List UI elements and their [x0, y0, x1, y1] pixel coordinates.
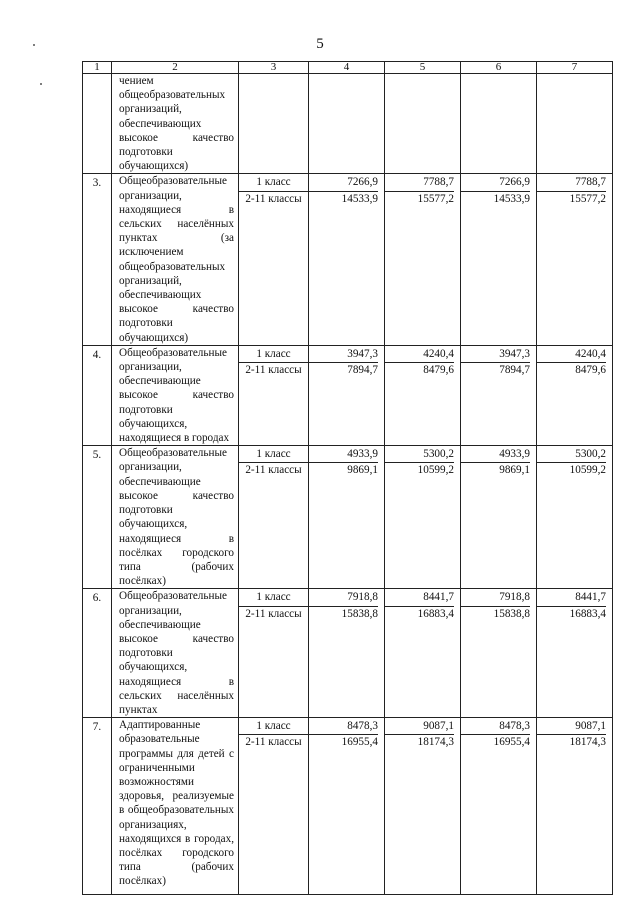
value-cell	[309, 718, 385, 895]
value-cell	[309, 74, 385, 174]
value: 15577,2	[537, 191, 606, 206]
row-number: 7.	[83, 718, 112, 895]
value: 15838,8	[461, 606, 530, 621]
header-cell: 4	[309, 62, 385, 74]
grade-label: 1 класс	[256, 591, 291, 604]
scan-speck	[33, 44, 35, 46]
grade-label: 1 класс	[256, 720, 291, 733]
table-row	[83, 345, 613, 445]
row-description: Общеобразовательные организации, обеспечивающие высокое качество подготовки обучающихся, находящиеся в посёлках городского типа (рабочих посёлках)	[112, 446, 239, 589]
value: 16883,4	[385, 606, 454, 621]
grade-label: 2-11 классы	[239, 606, 308, 621]
value-cell	[461, 718, 537, 895]
grade-cell	[239, 446, 309, 589]
header-cell: 1	[83, 62, 112, 74]
grade-cell	[239, 345, 309, 445]
value: 8479,6	[537, 362, 606, 377]
value-cell	[537, 446, 613, 589]
table-row	[83, 446, 613, 589]
value-cell	[461, 345, 537, 445]
value: 18174,3	[537, 734, 606, 749]
value: 9087,1	[575, 720, 606, 733]
value: 4933,9	[347, 448, 378, 461]
value-cell	[385, 74, 461, 174]
value-cell	[537, 74, 613, 174]
value: 9087,1	[423, 720, 454, 733]
value-cell	[537, 589, 613, 718]
value: 8478,3	[347, 720, 378, 733]
row-number: 6.	[83, 589, 112, 718]
table-row	[83, 718, 613, 895]
grade-cell	[239, 174, 309, 345]
value: 16883,4	[537, 606, 606, 621]
value: 5300,2	[423, 448, 454, 461]
value: 4240,4	[423, 347, 454, 360]
value-cell	[385, 589, 461, 718]
scan-speck	[40, 83, 42, 85]
header-cell: 7	[537, 62, 613, 74]
value: 5300,2	[575, 448, 606, 461]
value-cell	[461, 174, 537, 345]
value: 7266,9	[499, 176, 530, 189]
value: 9869,1	[309, 462, 378, 477]
value-cell	[385, 446, 461, 589]
table-row	[83, 174, 613, 345]
value-cell	[309, 345, 385, 445]
value-cell	[385, 718, 461, 895]
value: 8479,6	[385, 362, 454, 377]
value: 15838,8	[309, 606, 378, 621]
row-description: Общеобразовательные организации, обеспечивающие высокое качество подготовки обучающихся, находящиеся в сельских населённых пунктах	[112, 589, 239, 718]
value: 15577,2	[385, 191, 454, 206]
value: 7266,9	[347, 176, 378, 189]
row-number: 3.	[83, 174, 112, 345]
table-row	[83, 74, 613, 174]
grade-cell	[239, 74, 309, 174]
grade-cell	[239, 589, 309, 718]
value-cell	[537, 718, 613, 895]
row-description: Общеобразовательные организации, обеспечивающие высокое качество подготовки обучающихся, находящиеся в городах	[112, 345, 239, 445]
value: 10599,2	[537, 462, 606, 477]
budget-table	[82, 61, 613, 895]
grade-label: 2-11 классы	[239, 734, 308, 749]
header-row	[83, 62, 613, 74]
grade-label: 1 класс	[256, 347, 291, 360]
value: 7918,8	[347, 591, 378, 604]
table-row	[83, 589, 613, 718]
grade-label: 1 класс	[256, 448, 291, 461]
page-number: 5	[316, 36, 324, 52]
header-cell: 2	[112, 62, 239, 74]
header-cell: 5	[385, 62, 461, 74]
value-cell	[385, 174, 461, 345]
value: 8441,7	[423, 591, 454, 604]
grade-label: 2-11 классы	[239, 191, 308, 206]
value: 3947,3	[347, 347, 378, 360]
value: 16955,4	[461, 734, 530, 749]
header-cell: 6	[461, 62, 537, 74]
value: 4240,4	[575, 347, 606, 360]
value: 9869,1	[461, 462, 530, 477]
value: 8478,3	[499, 720, 530, 733]
grade-label: 2-11 классы	[239, 462, 308, 477]
value: 7894,7	[461, 362, 530, 377]
row-number	[83, 74, 112, 174]
value-cell	[309, 174, 385, 345]
row-description: Адаптированные образовательные программы для детей с ограниченными возможностями здоровья, реализуемые в общеобразовательных организациях, находящихся в городах, посёлках городского типа (рабочих посёлках)	[112, 718, 239, 895]
value: 8441,7	[575, 591, 606, 604]
row-number: 4.	[83, 345, 112, 445]
grade-cell	[239, 718, 309, 895]
value: 14533,9	[309, 191, 378, 206]
header-cell: 3	[239, 62, 309, 74]
grade-label: 1 класс	[256, 176, 291, 189]
row-description: Общеобразовательные организации, находящиеся в сельских населённых пунктах (за исключением общеобразовательных организаций, обеспечивающих высокое качество подготовки обучающихся)	[112, 174, 239, 345]
value: 7918,8	[499, 591, 530, 604]
value-cell	[385, 345, 461, 445]
value: 7788,7	[575, 176, 606, 189]
grade-label: 2-11 классы	[239, 362, 308, 377]
value: 3947,3	[499, 347, 530, 360]
value-cell	[309, 589, 385, 718]
value-cell	[461, 446, 537, 589]
value: 4933,9	[499, 448, 530, 461]
value-cell	[537, 174, 613, 345]
value-cell	[309, 446, 385, 589]
value: 18174,3	[385, 734, 454, 749]
value: 14533,9	[461, 191, 530, 206]
value: 7788,7	[423, 176, 454, 189]
row-description: чением общеобразовательных организаций, обеспечивающих высокое качество подготовки обучающихся)	[112, 74, 239, 174]
value: 16955,4	[309, 734, 378, 749]
value: 10599,2	[385, 462, 454, 477]
value-cell	[461, 589, 537, 718]
value: 7894,7	[309, 362, 378, 377]
value-cell	[461, 74, 537, 174]
row-number: 5.	[83, 446, 112, 589]
value-cell	[537, 345, 613, 445]
